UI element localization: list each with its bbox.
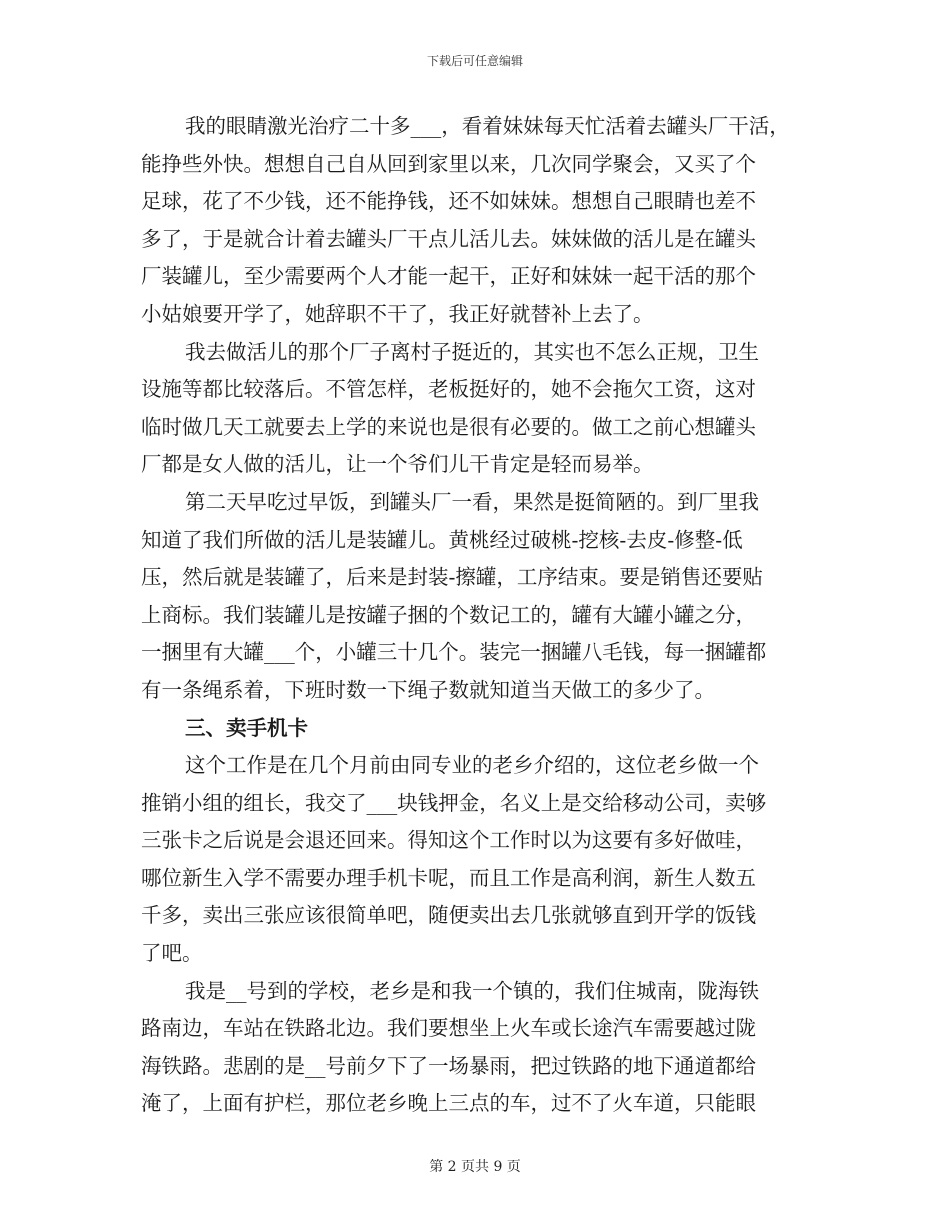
paragraph-line: 有一条绳系着，下班时数一下绳子数就知道当天做工的多少了。: [141, 677, 715, 702]
paragraph-line: 一捆里有大罐___个，小罐三十几个。装完一捆罐八毛钱，每一捆罐都: [141, 640, 767, 665]
paragraph-line: 小姑娘要开学了，她辞职不干了，我正好就替补上去了。: [141, 301, 654, 326]
paragraph-line: 这个工作是在几个月前由同专业的老乡介绍的，这位老乡做一个: [185, 753, 759, 778]
paragraph-line: 三张卡之后说是会退还回来。得知这个工作时以为这要有多好做哇，: [141, 828, 756, 853]
page-footer: 第 2 页共 9 页: [429, 1159, 521, 1175]
paragraph-line: 推销小组的组长，我交了___块钱押金，名义上是交给移动公司，卖够: [141, 790, 767, 815]
paragraph-line: 海铁路。悲剧的是__号前夕下了一场暴雨，把过铁路的地下通道都给: [141, 1053, 756, 1078]
paragraph-line: 设施等都比较落后。不管怎样，老板挺好的，她不会拖欠工资，这对: [141, 377, 756, 402]
paragraph-line: 第二天早吃过早饭，到罐头厂一看，果然是挺简陋的。到厂里我: [185, 489, 759, 514]
section-heading: 三、卖手机卡: [185, 715, 308, 740]
page-header: 下载后可任意编辑: [426, 54, 523, 68]
paragraph-line: 能挣些外快。想想自己自从回到家里以来，几次同学聚会，又买了个: [141, 151, 756, 176]
paragraph-line: 我去做活儿的那个厂子离村子挺近的，其实也不怎么正规，卫生: [185, 339, 759, 364]
paragraph-line: 哪位新生入学不需要办理手机卡呢，而且工作是高利润，新生人数五: [141, 865, 756, 890]
paragraph-line: 淹了，上面有护栏，那位老乡晚上三点的车，过不了火车道，只能眼: [141, 1091, 756, 1116]
paragraph-line: 我是__号到的学校，老乡是和我一个镇的，我们住城南，陇海铁: [185, 978, 759, 1003]
paragraph-line: 临时做几天工就要去上学的来说也是很有必要的。做工之前心想罐头: [141, 414, 756, 439]
paragraph-line: 压，然后就是装罐了，后来是封装-擦罐，工序结束。要是销售还要贴: [141, 565, 763, 590]
paragraph-line: 厂都是女人做的活儿，让一个爷们儿干肯定是轻而易举。: [141, 452, 654, 477]
paragraph-line: 我的眼睛激光治疗二十多___，看着妹妹每天忙活着去罐头厂干活，: [185, 114, 790, 138]
paragraph-line: 路南边，车站在铁路北边。我们要想坐上火车或长途汽车需要越过陇: [141, 1016, 756, 1041]
document-body: [141, 108, 821, 1123]
paragraph-line: 厂装罐儿，至少需要两个人才能一起干，正好和妹妹一起干活的那个: [141, 264, 756, 289]
paragraph-line: 千多，卖出三张应该很简单吧，随便卖出去几张就够直到开学的饭钱: [141, 903, 756, 928]
paragraph-line: 上商标。我们装罐儿是按罐子捆的个数记工的，罐有大罐小罐之分，: [141, 602, 756, 627]
paragraph-line: 知道了我们所做的活儿是装罐儿。黄桃经过破桃-挖核-去皮-修整-低: [141, 527, 743, 552]
paragraph-line: 多了，于是就合计着去罐头厂干点儿活儿去。妹妹做的活儿是在罐头: [141, 226, 756, 251]
paragraph-line: 足球，花了不少钱，还不能挣钱，还不如妹妹。想想自己眼睛也差不: [141, 189, 756, 214]
paragraph-line: 了吧。: [141, 941, 203, 966]
